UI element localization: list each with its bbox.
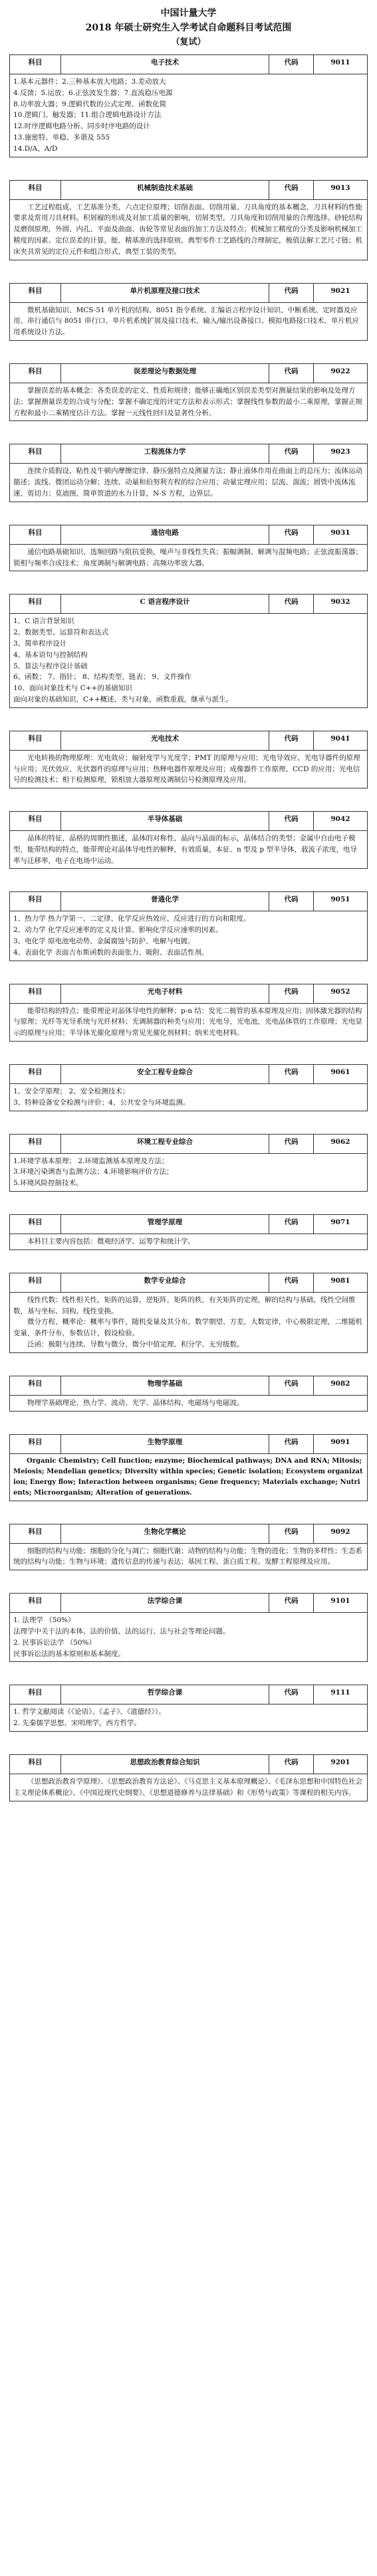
subject-label: 科目 (10, 1755, 61, 1774)
subject-content (10, 383, 368, 420)
subject-content-row (10, 1153, 368, 1191)
code-label: 代码 (269, 892, 314, 911)
subject-name: 普通化学 (61, 892, 269, 911)
subject-content-row (10, 464, 368, 502)
topic-item: 6、函数； 7、指针； 8、结构类型、链表； 9、文件操作 (13, 673, 191, 682)
subject-code: 9022 (314, 363, 368, 383)
topic-paragraph: 本科目主要内容包括：微观经济学、运筹学和统计学。 (27, 1238, 195, 1246)
subject-label: 科目 (10, 812, 61, 831)
subject-content-row (10, 1395, 368, 1411)
subject-header-row (10, 1685, 368, 1704)
code-label: 代码 (269, 812, 314, 831)
topic-item: 1、C 语言背景知识 (13, 617, 74, 626)
subject-content (10, 544, 368, 571)
topic-item: 2. 民事诉讼法学 （50%） (13, 1638, 96, 1647)
subject-table (9, 1214, 368, 1250)
subject-content-row (10, 1774, 368, 1801)
subject-code: 9111 (314, 1685, 368, 1704)
topic-item: 法理学中关于法的本体、法的价值、法的运行、法与社会等理论问题。 (13, 1627, 230, 1636)
subject-code: 9081 (314, 1273, 368, 1292)
subject-table (9, 54, 368, 157)
topic-item: 1、热力学 热力学第一、二定律、化学反应热效应、反应进行的方向和限度。 (13, 915, 251, 923)
subject-content (10, 302, 368, 340)
topic-paragraph: 物理学基础理论、热力学、波动、光学、晶体结构、电磁场与电磁波。 (27, 1398, 244, 1407)
topic-item: 2. 先秦儒学思想、宋明理学，西方哲学。 (13, 1719, 141, 1728)
subject-name: 环境工程专业综合 (61, 1134, 269, 1153)
subject-label: 科目 (10, 892, 61, 911)
topic-item: 10.逻辑门、触发器；11.组合逻辑电路设计方法 (13, 111, 162, 120)
topic-paragraph: 微分方程、概率论：概率与事件，随机变量及其分布，数学期望、方差，大数定律，中心极限定理，二维随机变量，条件分布，参数估计，假设检验。 (13, 1318, 362, 1338)
topic-item: 2、数据类型、运算符和表达式 (13, 628, 109, 637)
subject-header-row (10, 55, 368, 74)
subject-name: C 语言程序设计 (61, 595, 269, 614)
topic-paragraph: 晶体的特征，晶格的周期性描述，晶体的对称性，晶向与晶面的标示，晶体结合的类型；金属中自由电子模型，能带结构的特点，能带理论对晶体导电性的解释，有效质量，本征、n 型及 p 型半导体，载流子浓度，电导率与迁移率，电子在电场中运动。 (13, 834, 357, 865)
subject-content-row (10, 1234, 368, 1250)
subject-label: 科目 (10, 731, 61, 750)
subject-label: 科目 (10, 1685, 61, 1704)
subject-table (9, 1524, 368, 1571)
subject-table (9, 1685, 368, 1732)
subject-name: 光电子材料 (61, 984, 269, 1003)
topic-paragraph: 通信电路基础知识、选频回路与阻抗变换，噪声与非线性失真；振幅调制、解调与混频电路；正弦波振荡器；锁相与频率合成技术；角度调制与解调电路；高频功率放大器。 (13, 547, 362, 567)
topic-item: 1、安全学原理； 2、安全检测技术； (13, 1087, 130, 1096)
subject-code: 9101 (314, 1594, 368, 1613)
topic-paragraph: 掌握误差的基本概念：各类误差的定义、性质和规律；能够正确地区别误差类型对测量结果的影响及处理方法；掌握测量误差的合成与分配；掌握不确定度的评定方法和表示形式；掌握线性参数的最小二乘原理，掌握正规方程和最小二乘精度估计方法。掌握一元线性回归及显著性分析。 (13, 386, 362, 417)
subject-header-row (10, 1134, 368, 1153)
topic-item: 3.环境污染调查与监测方法；4.环境影响评价方法； (13, 1168, 174, 1176)
topic-item: 10、面向对象技术与 C++的基础知识 (13, 684, 132, 693)
code-label: 代码 (269, 525, 314, 544)
subject-label: 科目 (10, 1134, 61, 1153)
subject-content-row (10, 383, 368, 420)
subject-name: 管理学原理 (61, 1215, 269, 1234)
topic-item: 14.D/A、A/D (13, 144, 58, 153)
code-label: 代码 (269, 283, 314, 302)
code-label: 代码 (269, 1434, 314, 1453)
subject-header-row (10, 984, 368, 1003)
document-subtitle: （复试） (171, 37, 206, 47)
subject-code: 9092 (314, 1524, 368, 1543)
code-label: 代码 (269, 55, 314, 74)
subject-header-row (10, 1065, 368, 1084)
topic-list (13, 1156, 364, 1189)
subject-code: 9201 (314, 1755, 368, 1774)
subject-content-row (10, 544, 368, 571)
subject-content (10, 1084, 368, 1111)
subject-content (10, 1453, 368, 1501)
subject-table (9, 984, 368, 1042)
subject-header-row (10, 1755, 368, 1774)
subject-content-row (10, 911, 368, 961)
subject-table (9, 363, 368, 421)
subject-name: 机械制造技术基础 (61, 180, 269, 199)
subject-content-row (10, 1003, 368, 1041)
subject-content-row (10, 74, 368, 157)
subject-header-row (10, 1215, 368, 1234)
topic-item: 4、表面化学 表面吉布斯函数的表面张力、吸附、表面活性剂。 (13, 948, 209, 957)
subject-name: 通信电路 (61, 525, 269, 544)
subject-content (10, 464, 368, 502)
subject-code: 9013 (314, 180, 368, 199)
subject-code: 9021 (314, 283, 368, 302)
topic-item: 1. 哲学文献阅读（《论语》、《孟子》、《道德经》）。 (13, 1708, 166, 1716)
subject-label: 科目 (10, 1594, 61, 1613)
subject-name: 半导体基础 (61, 812, 269, 831)
subject-code: 9071 (314, 1215, 368, 1234)
subject-header-row (10, 180, 368, 199)
subject-name: 单片机原理及接口技术 (61, 283, 269, 302)
subject-label: 科目 (10, 55, 61, 74)
topic-item: 13.施密特、单稳、多谐及 555 (13, 133, 110, 141)
subject-header-row (10, 363, 368, 383)
subject-label: 科目 (10, 1273, 61, 1292)
subject-table (9, 1754, 368, 1801)
subject-header-row (10, 283, 368, 302)
subject-header-row (10, 1376, 368, 1395)
topic-item: 8.功率放大器；9.逻辑代数的公式定理、函数化简 (13, 100, 167, 108)
subject-name: 误差理论与数据处理 (61, 363, 269, 383)
topic-item: 3、简单程序设计 (13, 639, 67, 648)
code-label: 代码 (269, 180, 314, 199)
topic-item: 5.环境风险控制技术。 (13, 1179, 83, 1188)
topic-paragraph: 细胞的结构与功能；细胞的分化与凋亡；细胞代谢；动物的结构与功能；生物的进化；生物的多样性；生态系统的结构与功能；生物与环境；遗传信息的传递与表达；基因工程、蛋白质工程、发酵工程原理及应用。 (13, 1546, 362, 1566)
subject-label: 科目 (10, 525, 61, 544)
subject-content (10, 614, 368, 707)
subject-name: 物理学基础 (61, 1376, 269, 1395)
subject-name: 光电技术 (61, 731, 269, 750)
subject-table (9, 525, 368, 572)
subject-code: 9041 (314, 731, 368, 750)
subject-content (10, 1292, 368, 1352)
subject-label: 科目 (10, 363, 61, 383)
topic-list (13, 1086, 364, 1109)
subject-name: 安全工程专业综合 (61, 1065, 269, 1084)
subject-header-row (10, 1524, 368, 1543)
subject-content (10, 1613, 368, 1662)
subject-label: 科目 (10, 1524, 61, 1543)
subject-label: 科目 (10, 1434, 61, 1453)
subject-table (9, 731, 368, 788)
code-label: 代码 (269, 1524, 314, 1543)
subject-content (10, 1003, 368, 1041)
subject-label: 科目 (10, 1065, 61, 1084)
topic-paragraph: 连续介质假设、粘性及牛顿内摩擦定律、静压强特点及测量方法；静止液体作用在曲面上的总压力；流体运动描述；流线、微团运动分解；连续、动量和伯努利方程的综合应用；动量定理应用；层流、湍流；圆管中流体流速、剪切力；莫迪图，简单管道的水力计算，N-S 方程，边界层。 (13, 467, 362, 498)
topic-item: 5、算法与程序设计基础 (13, 662, 88, 670)
subject-content (10, 750, 368, 788)
subject-label: 科目 (10, 283, 61, 302)
topic-paragraph: 微机基础知识、MCS-51 单片机的结构、8051 指令系统、汇编语言程序设计知识、中断系统、定时器及应用、串行通信与 8051 串行口、单片机系统扩展及接口技术、输入/输出设备接口、模拟电路接口技术、单片机应用系统设计方法。 (13, 306, 359, 337)
subject-name: 思想政治教育综合知识 (61, 1755, 269, 1774)
subject-label: 科目 (10, 180, 61, 199)
topic-item: 1.环境学基本原理； 2.环境监测基本原理及方法； (13, 1156, 169, 1165)
subject-header-row (10, 812, 368, 831)
code-label: 代码 (269, 1065, 314, 1084)
subject-header-row (10, 1273, 368, 1292)
subject-content-row (10, 1084, 368, 1111)
subject-header-row (10, 595, 368, 614)
subject-content (10, 199, 368, 260)
code-label: 代码 (269, 1685, 314, 1704)
subject-label: 科目 (10, 1215, 61, 1234)
subject-content (10, 911, 368, 961)
subject-name: 数学专业综合 (61, 1273, 269, 1292)
subject-name: 生物化学概论 (61, 1524, 269, 1543)
subject-label: 科目 (10, 984, 61, 1003)
subject-content (10, 1774, 368, 1801)
code-label: 代码 (269, 984, 314, 1003)
subject-content-row (10, 1543, 368, 1570)
subject-header-row (10, 1434, 368, 1453)
subject-code: 9023 (314, 444, 368, 464)
code-label: 代码 (269, 363, 314, 383)
subject-content (10, 1153, 368, 1191)
subject-header-row (10, 731, 368, 750)
subject-table (9, 180, 368, 260)
topic-paragraph: 能带结构的特点；能带理论对晶体导电性的解释；p-n 结：发光二极管的基本原理及应用；固体激光器的结构与原理；光纤等光导系统与光纤材料；光调制器的种类与应用；光电导，光电池，光电晶体管的工作原理；光电显示的原理与应用；半导体光催化原理与常见光催化剂材料；纳米光电材料。 (13, 1006, 362, 1038)
subject-content-row (10, 750, 368, 788)
subject-code: 9011 (314, 55, 368, 74)
subject-code: 9032 (314, 595, 368, 614)
subject-name: 法学综合课 (61, 1594, 269, 1613)
topic-paragraph: 线性代数：线性相关性，矩阵的运算，逆矩阵，矩阵的秩，有关矩阵的定理，解的结构与基础，线性空间维数，基与坐标、同构，线性变换。 (13, 1295, 356, 1315)
topic-paragraph: Organic Chemistry; Cell function; enzyme; Biochemical pathways; DNA and RNA; Mitosis; Meiosis; Mendelian genetics; Diversity within species; Genetic isolation; Ecosystem organization; Energy flow; Interaction between organisms; Gene frequency; Materials exchange; Nutrients; Microorganism; Alteration of generations. (13, 1457, 363, 1497)
topic-paragraph: 光电转换的物理原理：光电效应；辐射度学与光度学；PMT 的原理与应用；光电导效应、光电导器件的原理与应用；光伏效应、光伏器件的原理与应用；热释电器件原理及应用；成像器件工作原理、CCD 的应用；光电信号的检测技术；相干检测原理，锁相放大器原理及调制信号检测原理及应用。 (13, 753, 360, 784)
subject-table (9, 891, 368, 961)
subject-name: 生物学原理 (61, 1434, 269, 1453)
subject-content-row (10, 614, 368, 707)
subject-code: 9082 (314, 1376, 368, 1395)
subject-content (10, 74, 368, 157)
subject-label: 科目 (10, 595, 61, 614)
subject-label: 科目 (10, 444, 61, 464)
topic-item: 3、特种设备安全检测与评价；4、公共安全与环境监测。 (13, 1098, 190, 1107)
topic-item: 12.时序逻辑电路分析、同步时序电路的设计 (13, 122, 150, 131)
topic-item: 4.反馈；5.运放；6.正弦波发生器；7.直流稳压电源 (13, 88, 173, 97)
topic-list (13, 1615, 364, 1659)
subject-sections (9, 54, 368, 1801)
topic-item: 2、动力学 化学反应速率的定义及计算、影响化学反应速率的因素。 (13, 926, 223, 935)
subject-table (9, 444, 368, 502)
code-label: 代码 (269, 1273, 314, 1292)
subject-table (9, 1376, 368, 1412)
topic-paragraph: 泛函：极限与连续、导数与微分、微分中值定理、积分学、无穷级数。 (27, 1340, 244, 1349)
subject-content-row (10, 1453, 368, 1501)
topic-item: 3、电化学 原电池电动势、金属腐蚀与防护、电解与电镀。 (13, 937, 195, 946)
subject-table (9, 811, 368, 869)
subject-table (9, 594, 368, 707)
topic-item: 1. 法理学 （50%） (13, 1616, 75, 1625)
subject-content-row (10, 831, 368, 869)
subject-table (9, 283, 368, 341)
subject-table (9, 1593, 368, 1662)
subject-content-row (10, 1613, 368, 1662)
subject-table (9, 1134, 368, 1192)
subject-content (10, 1395, 368, 1411)
code-label: 代码 (269, 1376, 314, 1395)
subject-name: 电子技术 (61, 55, 269, 74)
code-label: 代码 (269, 444, 314, 464)
subject-code: 9062 (314, 1134, 368, 1153)
code-label: 代码 (269, 1755, 314, 1774)
code-label: 代码 (269, 1215, 314, 1234)
topic-item: 民事诉讼法的基本原则和基本制度。 (13, 1649, 125, 1658)
subject-header-row (10, 444, 368, 464)
subject-name: 工程流体力学 (61, 444, 269, 464)
subject-label: 科目 (10, 1376, 61, 1395)
subject-code: 9061 (314, 1065, 368, 1084)
document-title: 2018 年硕士研究生入学考试自命题科目考试范围 (85, 23, 292, 33)
subject-content (10, 831, 368, 869)
subject-header-row (10, 525, 368, 544)
subject-code: 9031 (314, 525, 368, 544)
subject-name: 哲学综合课 (61, 1685, 269, 1704)
subject-table (9, 1434, 368, 1501)
subject-code: 9051 (314, 892, 368, 911)
topic-paragraph: 《思想政治教育学原理》、《思想政治教育方法论》、《马克思主义基本原理概论》、《毛泽东思想和中国特色社会主义理论体系概论》、《中国近现代史纲要》、《思想道德修养与法律基础》和《形势与政策》等课程的相关内容。 (13, 1778, 362, 1797)
school-name: 中国计量大学 (160, 8, 217, 19)
subject-content (10, 1234, 368, 1250)
subject-code: 9091 (314, 1434, 368, 1453)
subject-table (9, 1273, 368, 1353)
topic-item: 4、基本语句与控制结构 (13, 650, 88, 659)
subject-code: 9042 (314, 812, 368, 831)
subject-header-row (10, 1594, 368, 1613)
subject-content (10, 1543, 368, 1570)
code-label: 代码 (269, 731, 314, 750)
subject-content-row (10, 199, 368, 260)
topic-list (13, 1706, 364, 1729)
subject-header-row (10, 892, 368, 911)
code-label: 代码 (269, 1134, 314, 1153)
code-label: 代码 (269, 595, 314, 614)
code-label: 代码 (269, 1594, 314, 1613)
subject-content-row (10, 1292, 368, 1352)
subject-content (10, 1704, 368, 1732)
subject-table (9, 1064, 368, 1111)
subject-content-row (10, 302, 368, 340)
subject-content-row (10, 1704, 368, 1732)
topic-list (13, 616, 364, 705)
topic-item: 面向对象的基础知识，C++概述，类与对象，函数重载，继承与派生。 (13, 695, 233, 703)
topic-item: 1.基本元器件；2.三种基本放大电路；3.差动放大 (13, 78, 166, 86)
topic-paragraph: 工艺过程组成、工艺基准分类，六点定位原理；切削表面、切削用量、刀具角度的基本概念，刀具材料的性能要求及常用刀具材料。积屑瘤的形成及对加工质量的影响，切屑类型，刀具角度和切削用量的合理选择。砂轮结构及磨削原理，外圆、内孔、平面及曲面、齿轮等常见表面的加工方法及特点；机械加工精度的分类及影响机械加工精度的因素、定位误差的计算，能、精基准的选择原则，典型零件工艺路线的合理制定，极值法解工艺尺寸链；机床夹具常见的定位元件和组合形式，典型工装的类型。 (13, 203, 362, 256)
subject-code: 9052 (314, 984, 368, 1003)
topic-list (13, 913, 364, 958)
topic-list (13, 76, 364, 155)
